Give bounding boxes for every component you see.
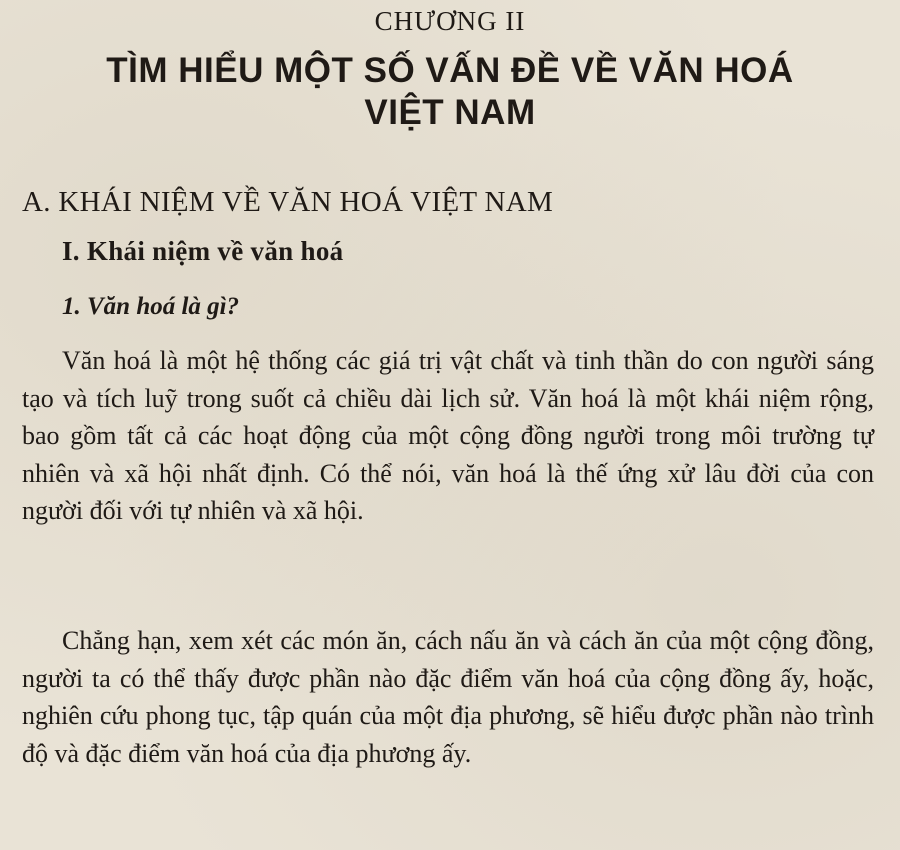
body-paragraph-2: Chẳng hạn, xem xét các món ăn, cách nấu ăn và cách ăn của một cộng đồng, người ta có thể thấy được phần nào đặc điểm văn hoá của cộng đồng ấy, hoặc, nghiên cứu phong tục, tập quán của một địa phương, sẽ hiểu được phần nào trình độ và đặc điểm văn hoá của địa phương ấy.	[22, 626, 874, 768]
body-paragraph-1: Văn hoá là một hệ thống các giá trị vật chất và tinh thần do con người sáng tạo và tích luỹ trong suốt cả chiều dài lịch sử. Văn hoá là một khái niệm rộng, bao gồm tất cả các hoạt động của một cộng đồng người trong môi trường tự nhiên và xã hội nhất định. Có thể nói, văn hoá là thế ứng xử lâu đời của con người đối với tự nhiên và xã hội.	[22, 346, 874, 525]
chapter-title-line-1: TÌM HIỂU MỘT SỐ VẤN ĐỀ VỀ VĂN HOÁ	[106, 51, 794, 90]
chapter-title-line-2: VIỆT NAM	[364, 93, 536, 132]
subsubsection-heading: 1. Văn hoá là gì?	[62, 293, 240, 320]
section-heading: A. KHÁI NIỆM VỀ VĂN HOÁ VIỆT NAM	[22, 186, 554, 218]
chapter-label: CHƯƠNG II	[374, 6, 526, 36]
subsection-heading: I. Khái niệm về văn hoá	[62, 236, 344, 266]
chapter-title	[0, 50, 900, 134]
